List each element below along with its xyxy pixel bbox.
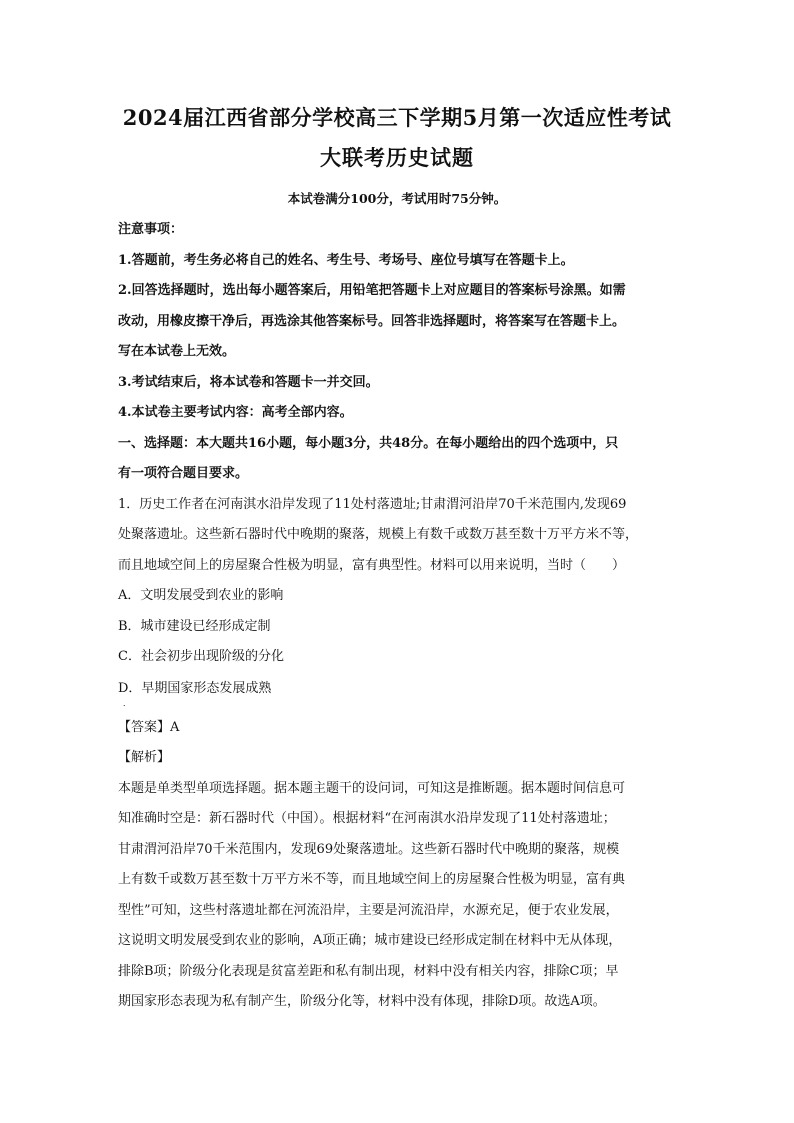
exam-info: 本试卷满分100分，考试用时75分钟。 bbox=[287, 191, 507, 206]
analysis-line: 这说明文明发展受到农业的影响，A项正确；城市建设已经形成定制在材料中无从体现， bbox=[118, 933, 622, 948]
section-heading: 一、选择题：本大题共16小题，每小题3分，共48分。在每小题给出的四个选项中，只 bbox=[118, 435, 619, 451]
analysis-line: 甘肃渭河沿岸70千米范围内，发现69处聚落遗址。这些新石器时代中晚期的聚落，规模 bbox=[118, 841, 620, 857]
notice-item: 3.考试结束后，将本试卷和答题卡一并交回。 bbox=[118, 374, 379, 390]
question-stem: 1．历史工作者在河南淇水沿岸发现了11处村落遗址;甘肃渭河沿岸70千米范围内,发现69 bbox=[118, 496, 627, 512]
analysis-line: 排除B项；阶级分化表现是贫富差距和私有制出现，材料中没有相关内容，排除C项；早 bbox=[118, 963, 619, 979]
question-stem: 而且地域空间上的房屋聚合性极为明显，富有典型性。材料可以用来说明，当时（ ） bbox=[118, 557, 626, 573]
analysis-line: 本题是单类型单项选择题。据本题主题干的设问词，可知这是推断题。据本题时间信息可 bbox=[118, 780, 626, 796]
section-heading-cont: 有一项符合题目要求。 bbox=[118, 466, 249, 481]
stray-dot: ． bbox=[123, 698, 131, 708]
document-subject-title: 大联考历史试题 bbox=[320, 145, 474, 170]
analysis-line: 型性”可知，这些村落遗址都在河流沿岸，主要是河流沿岸，水源充足，便于农业发展， bbox=[118, 902, 619, 918]
analysis-line: 上有数千或数万甚至数十万平方米不等，而且地域空间上的房屋聚合性极为明显，富有典 bbox=[118, 872, 626, 887]
analysis-line: 知准确时空是：新石器时代（中国）。根据材料“在河南淇水沿岸发现了11处村落遗址； bbox=[118, 811, 616, 826]
analysis-heading: 【解析】 bbox=[118, 750, 171, 765]
answer-line: 【答案】A bbox=[118, 719, 180, 735]
notice-item: 1.答题前，考生务必将自己的姓名、考生号、考场号、座位号填写在答题卡上。 bbox=[118, 252, 574, 268]
option-d: D．早期国家形态发展成熟 bbox=[118, 680, 272, 696]
document-title: 2024届江西省部分学校高三下学期5月第一次适应性考试 bbox=[122, 105, 672, 130]
question-stem: 处聚落遗址。这些新石器时代中晚期的聚落，规模上有数千或数万甚至数十万平方米不等， bbox=[118, 527, 639, 542]
document-body bbox=[118, 215, 678, 1018]
notice-item: 2.回答选择题时，选出每小题答案后，用铅笔把答题卡上对应题目的答案标号涂黑。如需 bbox=[118, 283, 626, 298]
analysis-line: 期国家形态表现为私有制产生，阶级分化等，材料中没有体现，排除D项。故选A项。 bbox=[118, 994, 606, 1009]
notice-item: 4.本试卷主要考试内容：高考全部内容。 bbox=[118, 405, 353, 420]
notice-item: 改动，用橡皮擦干净后，再选涂其他答案标号。回答非选择题时，将答案写在答题卡上。 bbox=[118, 313, 626, 329]
option-c: C．社会初步出现阶级的分化 bbox=[118, 649, 284, 664]
option-b: B．城市建设已经形成定制 bbox=[118, 618, 271, 634]
notice-item: 写在本试卷上无效。 bbox=[118, 344, 236, 359]
option-a: A．文明发展受到农业的影响 bbox=[118, 588, 284, 603]
notice-heading: 注意事项： bbox=[118, 222, 184, 237]
